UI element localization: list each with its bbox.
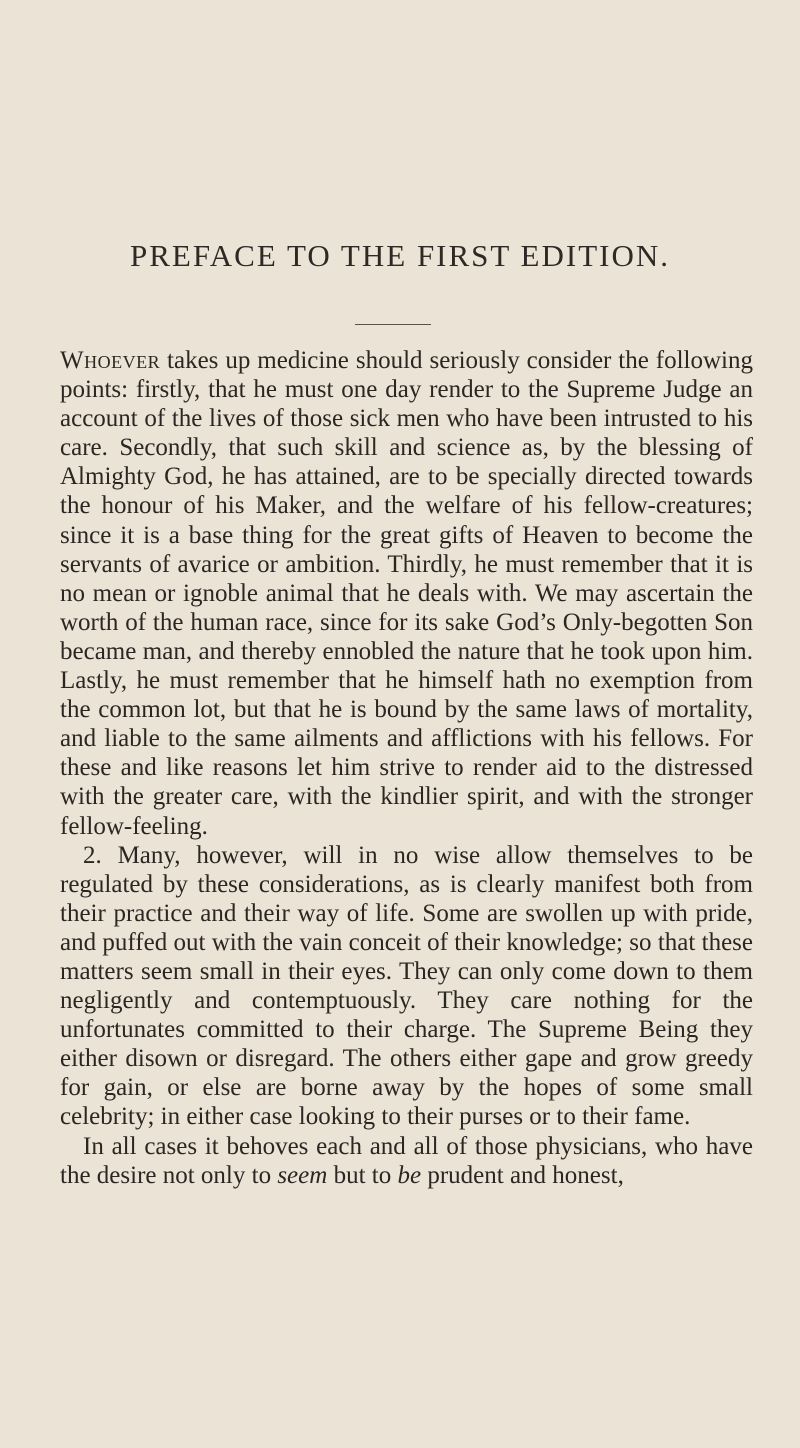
title-rule xyxy=(355,324,431,325)
page-title: PREFACE TO THE FIRST EDITION. xyxy=(130,238,670,273)
paragraph-lead-word: Whoever xyxy=(60,347,161,374)
body-text xyxy=(60,346,753,1190)
paragraph-3 xyxy=(60,1132,753,1190)
paragraph-1-text: takes up medicine should seriously consider the following points: firstly, that he must one day render to the Supreme Judge an account of the lives of those sick men who have been intrusted to his care. Secondly, that such skill and science as, by the blessing of Almighty God, he has attained, are to be specially directed towards the honour of his Maker, and the welfare of his fellow-creatures; since it is a base thing for the great gifts of Heaven to become the servants of avarice or ambition. Thirdly, he must remember that it is no mean or ignoble animal that he deals with. We may ascertain the worth of the human race, since for its sake God’s Only-begotten Son became man, and thereby ennobled the nature that he took upon him. Lastly, he must remember that he himself hath no exemption from the common lot, but that he is bound by the same laws of mortality, and liable to the same ailments and afflictions with his fellows. For these and like reasons let him strive to render aid to the distressed with the greater care, with the kindlier spirit, and with the stronger fellow-feeling. xyxy=(60,347,753,840)
emphasis-seem: seem xyxy=(277,1161,328,1189)
paragraph-3-text-after: prudent and honest, xyxy=(421,1161,624,1189)
paragraph-1 xyxy=(60,346,753,841)
paragraph-2: 2. Many, however, will in no wise allow themselves to be regulated by these considerations, as is clearly manifest both from their practice and their way of life. Some are swollen up with pride, and puffed out with the vain conceit of their knowledge; so that these matters seem small in their eyes. They can only come down to them negligently and contemptuously. They care nothing for the unfortunates committed to their charge. The Supreme Being they either disown or disregard. The others either gape and grow greedy for gain, or else are borne away by the hopes of some small celebrity; in either case looking to their purses or to their fame. xyxy=(60,841,753,1131)
emphasis-be: be xyxy=(397,1161,422,1189)
paragraph-3-text-middle: but to xyxy=(327,1161,398,1189)
paragraph-3-text-before: In all cases it behoves each and all of those physicians, who have the desire not only to xyxy=(60,1132,753,1189)
